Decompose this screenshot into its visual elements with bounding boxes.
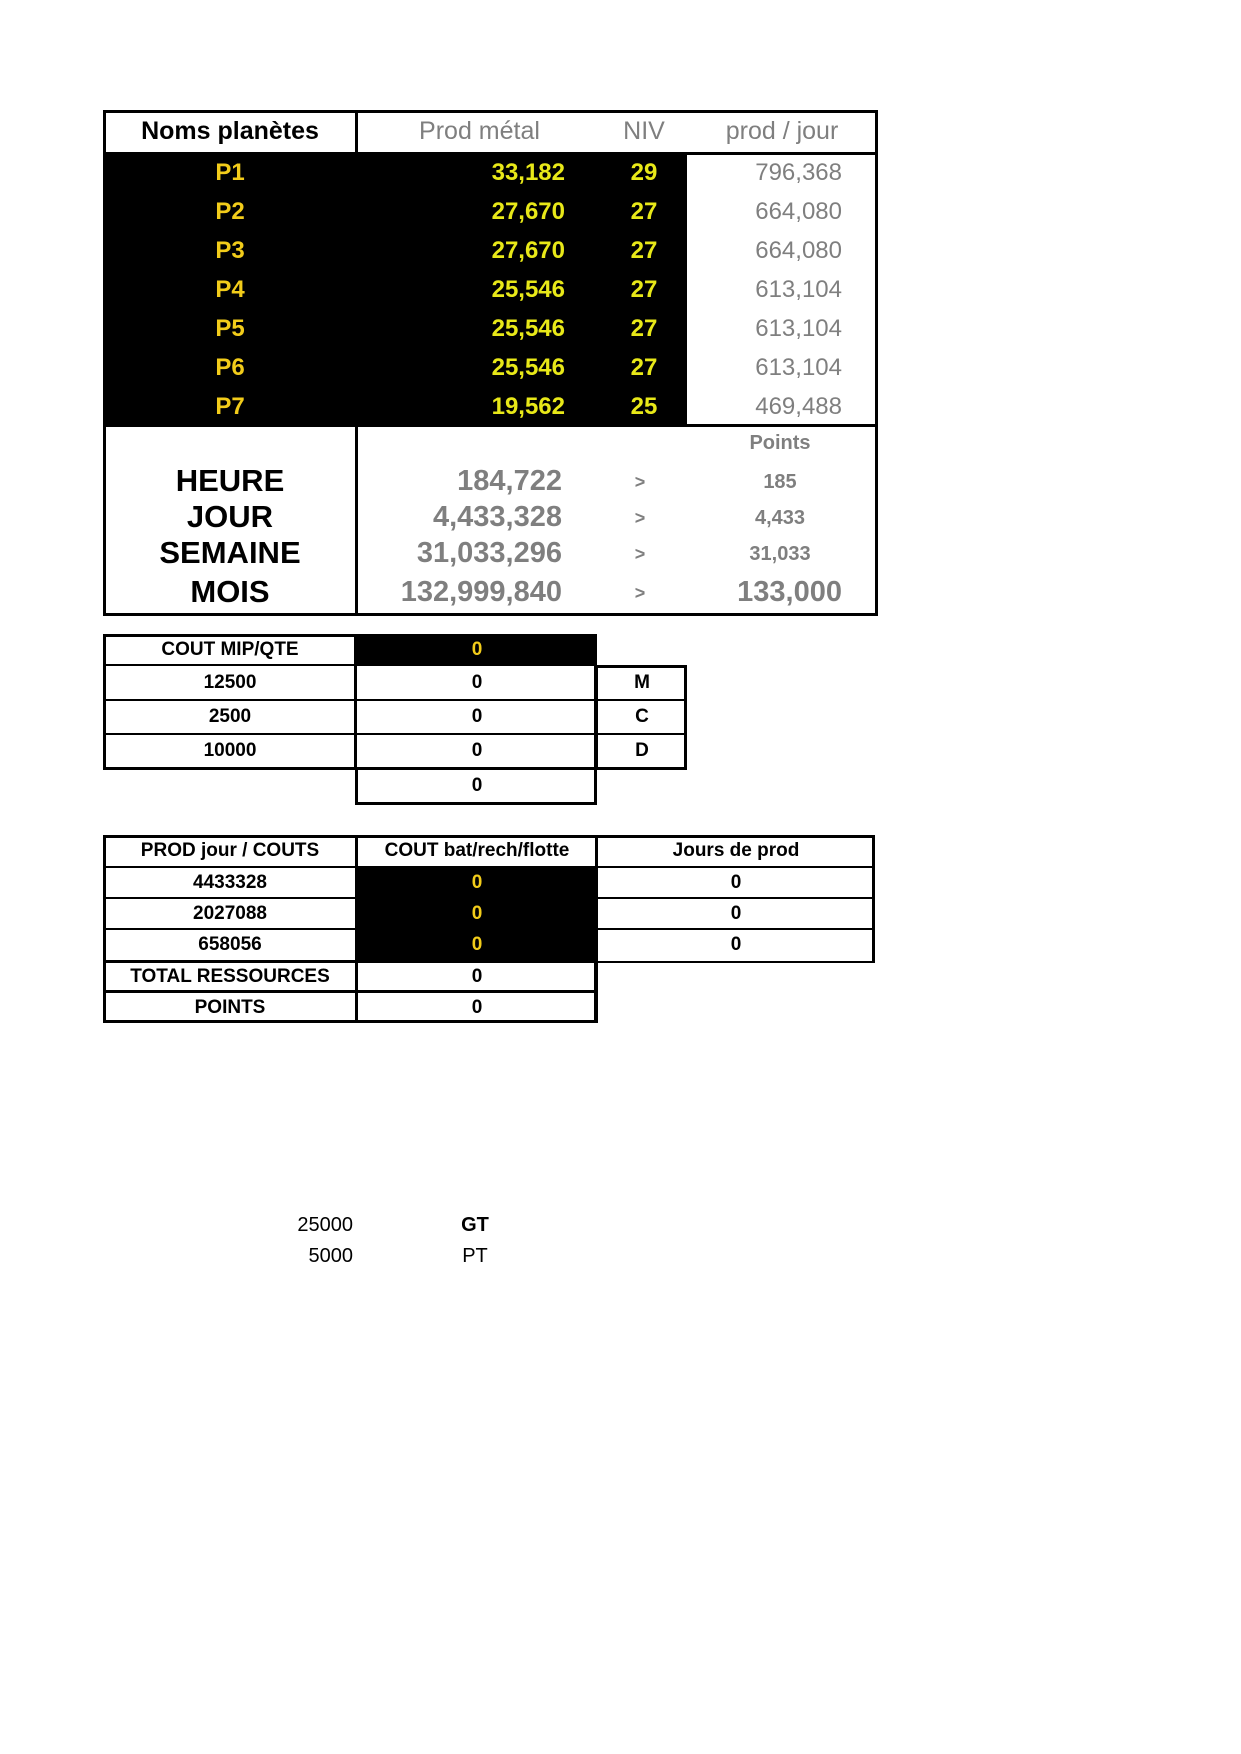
note-value: 5000 — [308, 1244, 353, 1267]
mip-total: 0 — [471, 775, 483, 796]
planet-prod-per-day: 613,104 — [755, 276, 842, 303]
costs-days: 0 — [730, 871, 742, 893]
costs-days: 0 — [730, 934, 742, 955]
costs-cost: 0 — [471, 902, 483, 924]
note-value: 25000 — [297, 1213, 353, 1236]
planet-niv: 29 — [630, 159, 658, 186]
header-niv: NIV — [623, 117, 665, 145]
costs-header-prod: PROD jour / COUTS — [140, 840, 320, 861]
total-resources-label: TOTAL RESSOURCES — [130, 966, 330, 987]
header-planet-names: Noms planètes — [141, 117, 319, 145]
costs-cost: 0 — [471, 934, 483, 955]
header-prod-per-day: prod / jour — [725, 117, 839, 145]
mip-header-value: 0 — [471, 638, 483, 660]
period-points: 185 — [763, 470, 797, 493]
planet-prod-per-day: 664,080 — [755, 237, 842, 264]
mip-value: 0 — [471, 672, 483, 693]
mip-value: 0 — [471, 740, 483, 761]
points-value: 0 — [471, 997, 483, 1018]
costs-cost: 0 — [471, 871, 483, 893]
costs-prod: 658056 — [198, 934, 262, 955]
total-resources-value: 0 — [471, 966, 483, 987]
note-label: PT — [462, 1244, 488, 1267]
mip-header-label: COUT MIP/QTE — [161, 638, 299, 660]
arrow-icon: > — [634, 507, 646, 528]
period-value: 132,999,840 — [400, 575, 562, 608]
mip-code: D — [635, 740, 649, 761]
planet-prod-per-day: 469,488 — [755, 393, 842, 420]
period-value: 184,722 — [457, 464, 562, 497]
period-value: 31,033,296 — [416, 536, 562, 569]
planet-name: P5 — [215, 315, 245, 342]
mip-qty: 2500 — [208, 706, 252, 727]
planet-niv: 27 — [630, 276, 658, 303]
costs-header-days: Jours de prod — [672, 840, 800, 861]
mip-qty: 10000 — [203, 740, 257, 761]
points-header: Points — [749, 431, 811, 454]
planet-prod: 25,546 — [491, 354, 565, 381]
planet-prod-per-day: 613,104 — [755, 315, 842, 342]
planet-niv: 27 — [630, 354, 658, 381]
note-label: GT — [461, 1213, 489, 1236]
planet-name: P7 — [215, 393, 245, 420]
mip-code: C — [635, 706, 649, 727]
planet-name: P6 — [215, 354, 245, 381]
arrow-icon: > — [634, 543, 646, 564]
planet-prod: 27,670 — [491, 237, 565, 264]
planet-prod: 19,562 — [491, 393, 565, 420]
planet-prod-per-day: 796,368 — [755, 159, 842, 186]
planet-prod: 27,670 — [491, 198, 565, 225]
costs-prod: 2027088 — [193, 902, 267, 924]
planet-niv: 27 — [630, 237, 658, 264]
planet-niv: 25 — [630, 393, 658, 420]
costs-header-cost: COUT bat/rech/flotte — [384, 840, 570, 861]
arrow-icon: > — [634, 471, 646, 492]
period-points: 133,000 — [737, 575, 842, 608]
planet-name: P4 — [215, 276, 245, 303]
period-label: MOIS — [190, 574, 270, 609]
planet-prod: 25,546 — [491, 276, 565, 303]
arrow-icon: > — [634, 582, 646, 603]
planet-prod-per-day: 613,104 — [755, 354, 842, 381]
planet-name: P1 — [215, 159, 245, 186]
mip-value: 0 — [471, 706, 483, 727]
period-value: 4,433,328 — [432, 500, 562, 533]
header-prod-metal: Prod métal — [419, 117, 540, 145]
mip-qty: 12500 — [203, 672, 257, 693]
planet-name: P2 — [215, 198, 245, 225]
planet-niv: 27 — [630, 198, 658, 225]
period-label: HEURE — [175, 463, 285, 498]
period-points: 4,433 — [754, 506, 806, 529]
planet-niv: 27 — [630, 315, 658, 342]
planet-prod: 33,182 — [491, 159, 565, 186]
planet-name: P3 — [215, 237, 245, 264]
period-label: SEMAINE — [159, 535, 301, 570]
planet-prod-per-day: 664,080 — [755, 198, 842, 225]
costs-prod: 4433328 — [193, 871, 267, 893]
period-label: JOUR — [186, 499, 274, 534]
points-label: POINTS — [194, 997, 266, 1018]
planet-prod: 25,546 — [491, 315, 565, 342]
period-points: 31,033 — [749, 542, 811, 565]
mip-code: M — [634, 672, 650, 693]
costs-days: 0 — [730, 902, 742, 924]
